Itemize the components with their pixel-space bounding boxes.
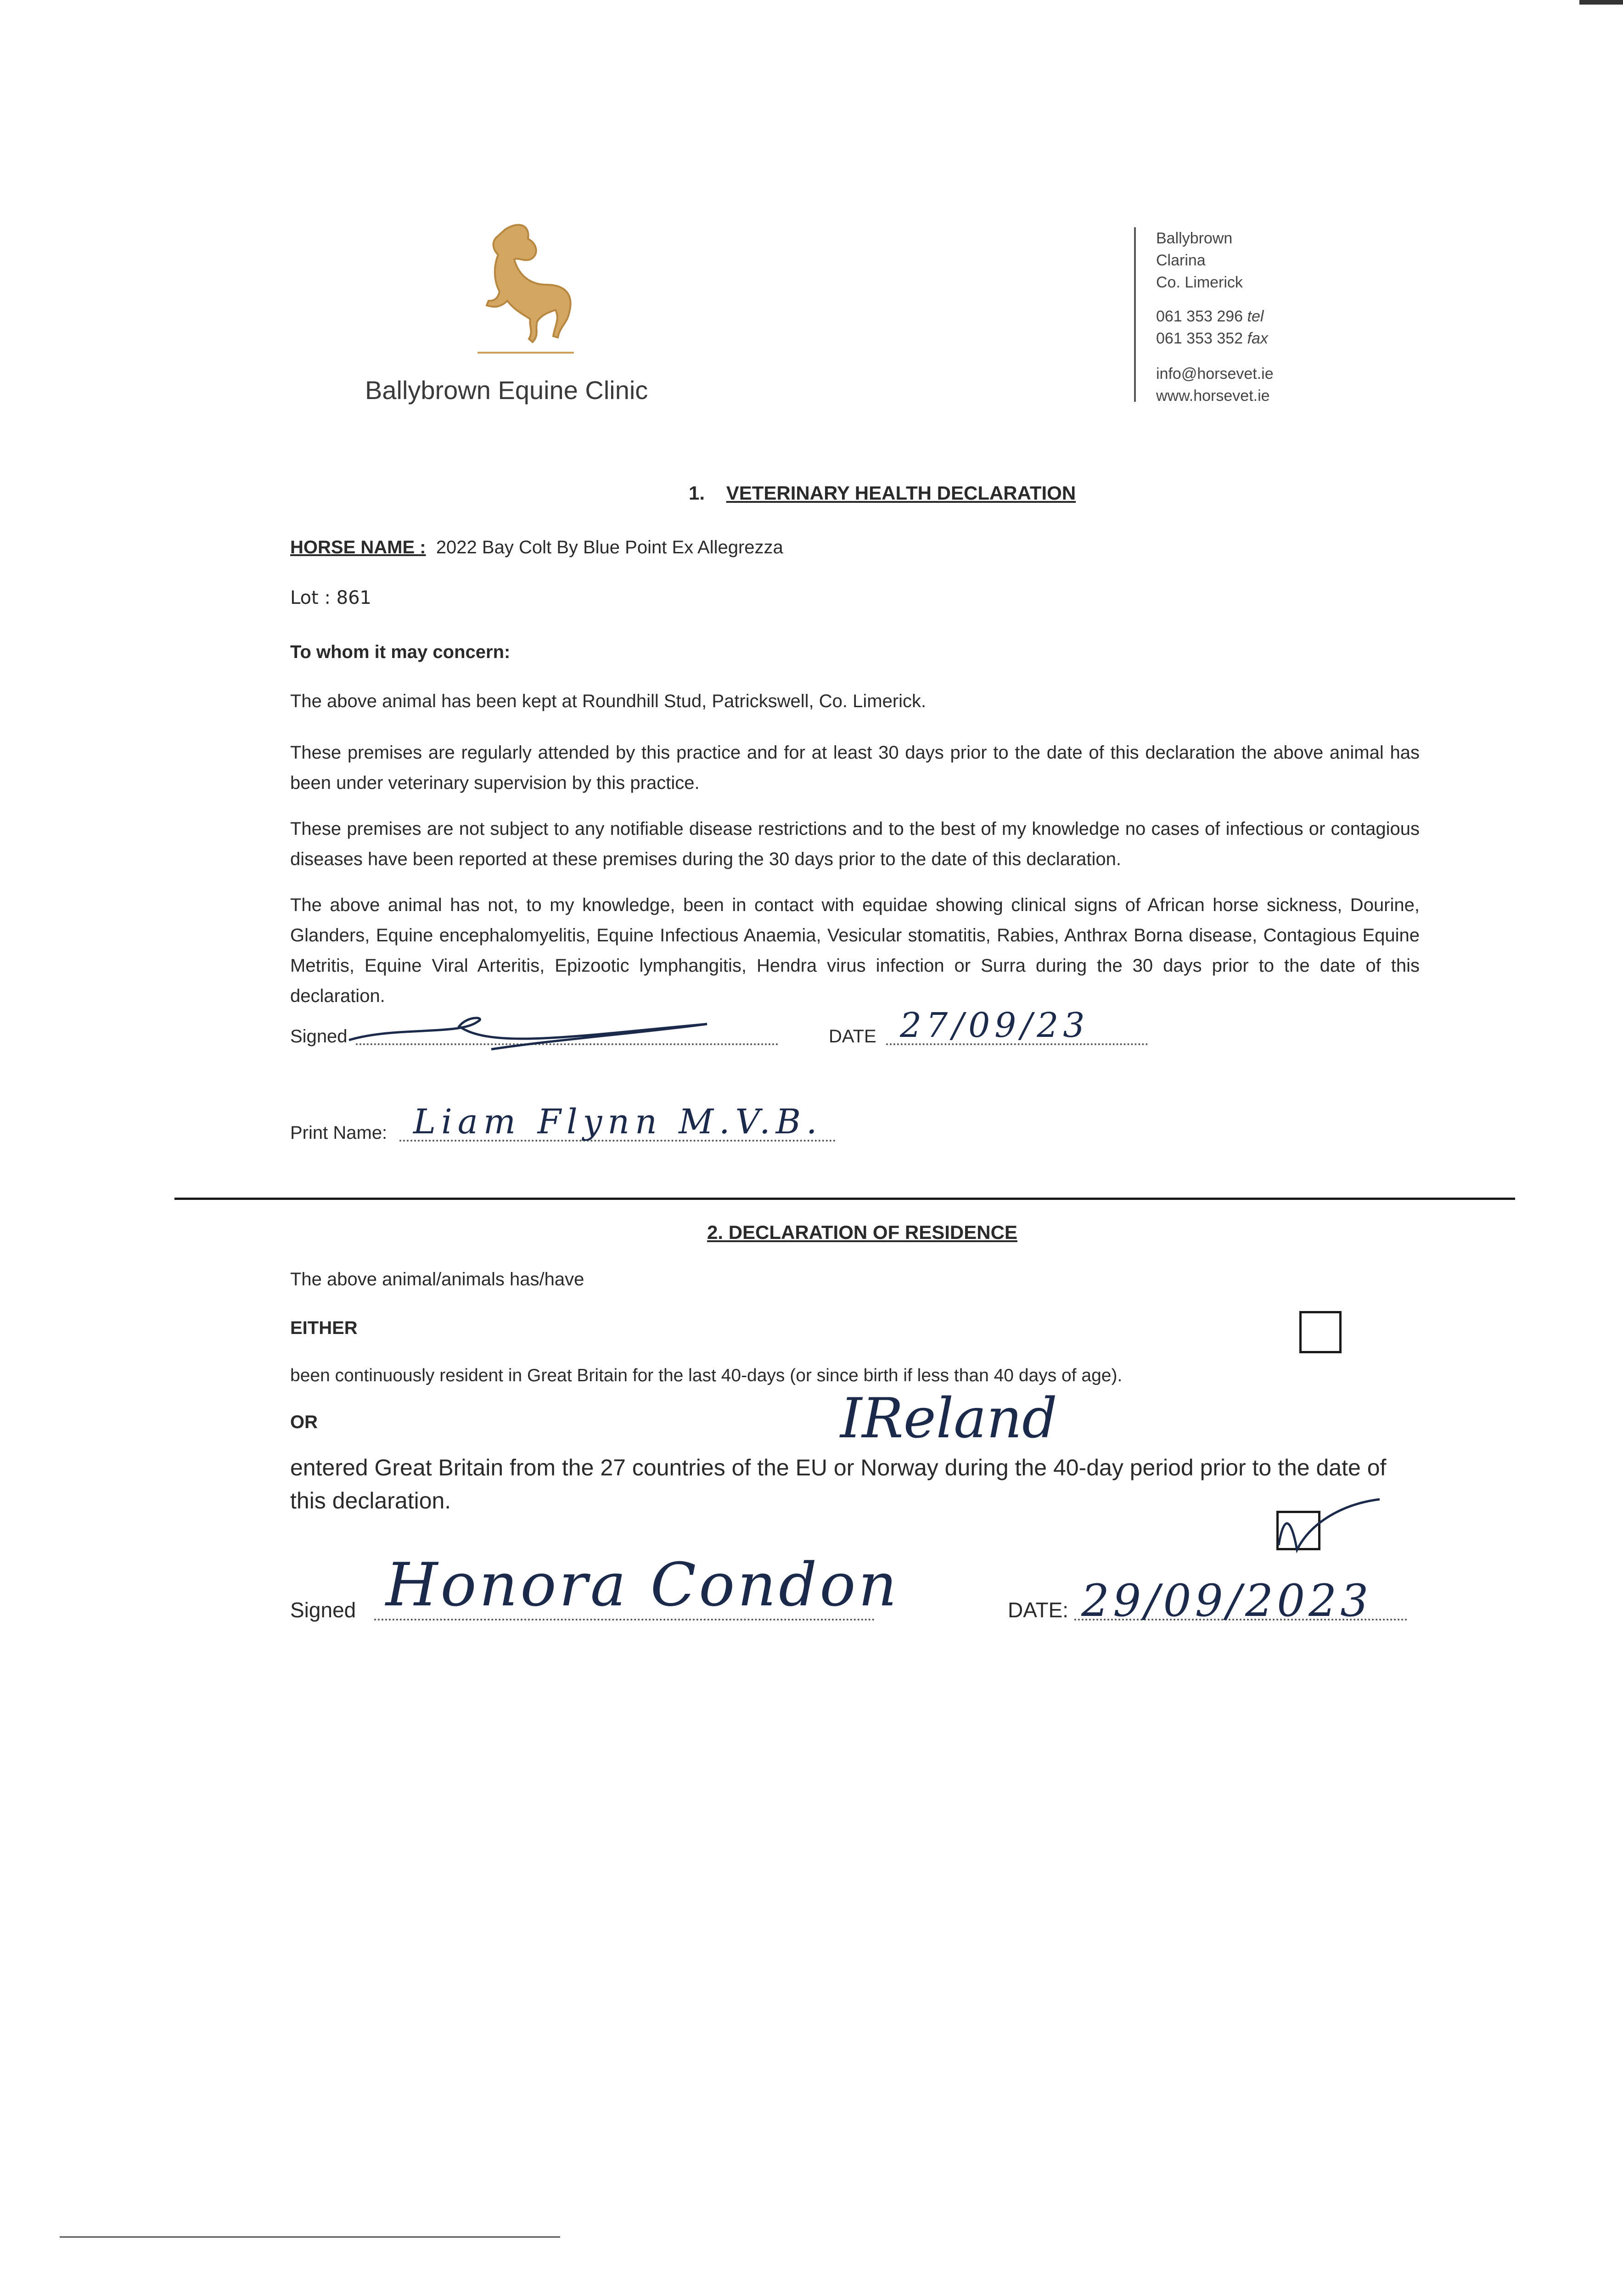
salutation: To whom it may concern: (290, 642, 511, 662)
owner-signature: Honora Condon (386, 1550, 900, 1620)
email: info@horsevet.ie (1156, 365, 1274, 383)
clinic-logo (450, 216, 588, 358)
owner-date-value: 29/09/2023 (1081, 1575, 1372, 1626)
option-or-text: entered Great Britain from the 27 countries of the EU or Norway during the 40-day period prior to the date of this declaration. (290, 1455, 1387, 1514)
fax-number: 061 353 352 (1156, 330, 1243, 347)
handwritten-country: IReland (840, 1387, 1057, 1451)
scan-edge-mark (1579, 0, 1623, 5)
or-label: OR (290, 1412, 318, 1432)
either-label: EITHER (290, 1318, 358, 1338)
check-mark-icon (1269, 1490, 1389, 1559)
vet-date-value: 27/09/23 (900, 1006, 1089, 1045)
section1-heading (689, 478, 1076, 508)
lot-row (290, 583, 371, 613)
vet-signed-label: Signed (290, 1026, 348, 1047)
address-line-1: Ballybrown (1156, 230, 1233, 247)
or-checkbox[interactable] (1276, 1511, 1320, 1550)
lot-value: 861 (336, 587, 372, 608)
option-either-text: been continuously resident in Great Britain for the last 40-days (or since birth if less than 40 days of age). (290, 1366, 1123, 1385)
paragraph-2: These premises are regularly attended by this practice and for at least 30 days prior to the date of this declaration the above animal has been under veterinary supervision by this practice. (290, 743, 1420, 793)
section-divider (174, 1198, 1515, 1200)
phone-suffix: tel (1247, 308, 1264, 325)
section2-title: 2. DECLARATION OF RESIDENCE (707, 1221, 1017, 1243)
horse-name-row (290, 533, 783, 562)
horse-name-value: 2022 Bay Colt By Blue Point Ex Allegrezza (436, 537, 783, 557)
print-name-label: Print Name: (290, 1123, 387, 1143)
vet-signature (340, 1008, 730, 1058)
phone-line (1156, 305, 1264, 327)
lot-label: Lot : (290, 587, 331, 608)
address-line-3: Co. Limerick (1156, 274, 1243, 291)
print-name-value: Liam Flynn M.V.B. (413, 1102, 823, 1142)
footer-rule (60, 2236, 560, 2238)
section1-number: 1. (689, 482, 705, 504)
header-divider (1134, 227, 1136, 402)
phone-number: 061 353 296 (1156, 308, 1243, 325)
paragraph-4: The above animal has not, to my knowledge, been in contact with equidae showing clinical signs of African horse sickness, Dourine, Glanders, Equine encephalomyelitis, Equine Infectious Anaemia, Vesicular stomatitis, Rabies, Anthrax Borna disease, Contagious Equine Metritis, Equine Viral Arteritis, Epizootic lymphangitis, Hendra virus infection or Surra during the 30 days prior to the date of this declaration. (290, 895, 1420, 1006)
address-line-2: Clarina (1156, 252, 1206, 269)
paragraph-1: The above animal has been kept at Roundhill Stud, Patrickswell, Co. Limerick. (290, 691, 927, 711)
section1-title: VETERINARY HEALTH DECLARATION (726, 482, 1076, 504)
residence-intro: The above animal/animals has/have (290, 1269, 584, 1289)
website: www.horsevet.ie (1156, 387, 1270, 405)
paragraph-3: These premises are not subject to any notifiable disease restrictions and to the best of my knowledge no cases of infectious or contagious diseases have been reported at these premises during the 30 days prior to the date of this declaration. (290, 819, 1420, 869)
owner-signed-label: Signed (290, 1598, 356, 1622)
either-checkbox[interactable] (1299, 1311, 1342, 1353)
fax-line (1156, 327, 1268, 349)
horse-name-label: HORSE NAME : (290, 537, 426, 557)
vet-date-label: DATE (829, 1026, 876, 1047)
rearing-horse-icon (450, 216, 588, 358)
fax-suffix: fax (1247, 330, 1268, 347)
owner-date-label: DATE: (1008, 1598, 1069, 1622)
clinic-name: Ballybrown Equine Clinic (365, 376, 648, 405)
